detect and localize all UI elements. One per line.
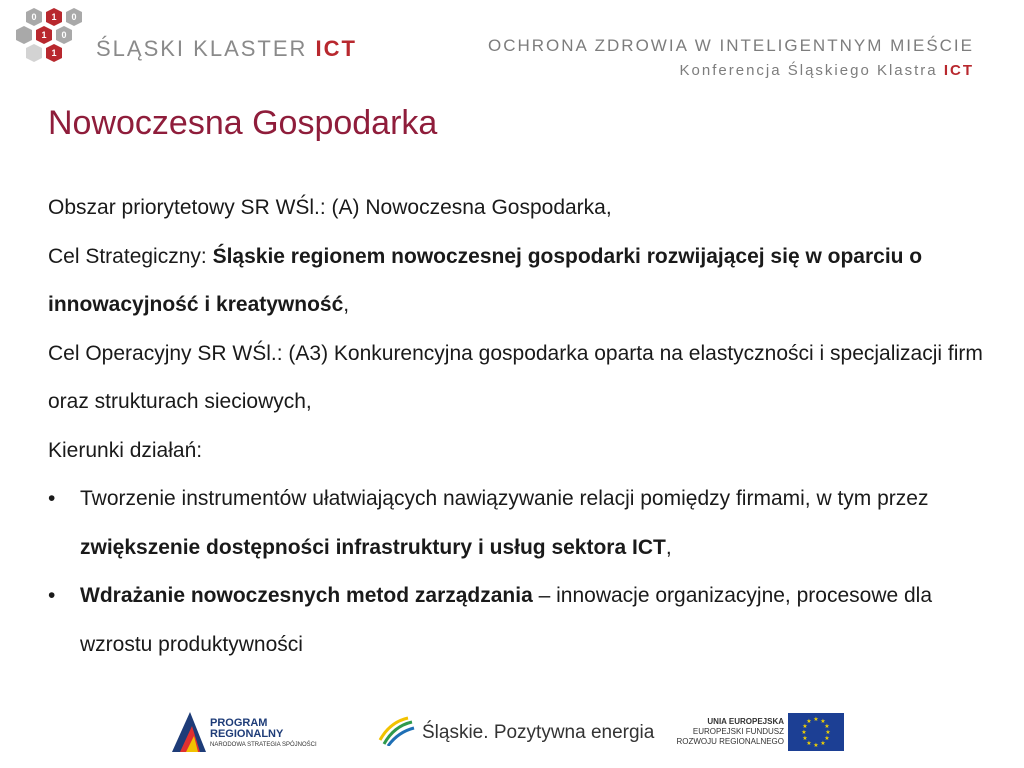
svg-text:★: ★ xyxy=(801,729,807,736)
eu-line2: EUROPEJSKI FUNDUSZ xyxy=(692,727,784,736)
conference-title: OCHRONA ZDROWIA W INTELIGENTNYM MIEŚCIE xyxy=(487,36,974,55)
strategic-goal-suffix: , xyxy=(343,293,350,316)
bullet-icon: • xyxy=(48,584,56,607)
bullet-1-suffix: , xyxy=(665,535,672,559)
svg-text:★: ★ xyxy=(802,735,808,742)
strategic-goal xyxy=(48,233,988,330)
svg-text:★: ★ xyxy=(802,723,808,730)
program-line1: PROGRAM xyxy=(210,717,268,729)
logo-hex-7 xyxy=(26,44,42,62)
logo-digit-2: 1 xyxy=(51,12,57,22)
bullet-2-bold: Wdrażanie nowoczesnych metod zarządzania xyxy=(80,584,533,607)
brand-prefix: ŚLĄSKI KLASTER xyxy=(96,36,308,61)
svg-text:★: ★ xyxy=(824,723,830,730)
program-line2: REGIONALNY xyxy=(210,728,284,740)
eu-line1: UNIA EUROPEJSKA xyxy=(707,717,784,726)
eu-flag-icon xyxy=(788,713,844,751)
program-sub: NARODOWA STRATEGIA SPÓJNOŚCI xyxy=(210,742,317,748)
conference-header xyxy=(488,36,974,79)
logo-digit-3: 0 xyxy=(71,12,77,22)
brand-name xyxy=(96,36,357,62)
brand-ict: ICT xyxy=(315,36,357,61)
conference-subtitle-ict: ICT xyxy=(943,62,974,79)
program-regionalny-text xyxy=(210,718,317,751)
slide-body xyxy=(48,184,988,669)
program-regionalny-logo xyxy=(172,712,206,752)
priority-area: Obszar priorytetowy SR WŚl.: (A) Nowoczesna Gospodarka, xyxy=(48,196,612,219)
svg-text:★: ★ xyxy=(813,742,819,749)
eu-line3: ROZWOJU REGIONALNEGO xyxy=(676,737,784,746)
svg-text:★: ★ xyxy=(820,740,826,747)
strategic-goal-label: Cel Strategiczny: xyxy=(48,244,213,268)
logo-digit-5: 0 xyxy=(61,30,67,40)
cluster-logo xyxy=(12,8,102,90)
svg-text:★: ★ xyxy=(813,716,819,723)
bullet-2-text: – innowacje organizacyjne, procesowe dla wzrostu produktywności xyxy=(80,584,933,656)
conference-subtitle xyxy=(488,62,974,79)
bullet-1-bold: zwiększenie dostępności infrastruktury i usług sektora ICT xyxy=(80,535,666,559)
logo-digit-4: 1 xyxy=(41,30,47,40)
eu-fund-text xyxy=(676,717,784,747)
slide-title: Nowoczesna Gospodarka xyxy=(48,104,438,142)
svg-text:★: ★ xyxy=(824,735,830,742)
slaskie-name: Śląskie. xyxy=(422,722,489,743)
logo-digit-1: 0 xyxy=(31,12,37,22)
conference-subtitle-prefix: Konferencja Śląskiego Klastra xyxy=(679,62,938,79)
svg-text:★: ★ xyxy=(806,740,812,747)
bullet-1-text: Tworzenie instrumentów ułatwiających nawiązywanie relacji pomiędzy firmami, w tym przez xyxy=(80,487,929,510)
slaskie-logo-text xyxy=(422,722,654,744)
logo-hex-4 xyxy=(16,26,32,44)
list-item xyxy=(48,475,988,572)
slaskie-logo-icon xyxy=(378,716,416,746)
svg-text:★: ★ xyxy=(806,718,812,725)
svg-text:★: ★ xyxy=(820,718,826,725)
strategic-goal-text: Śląskie regionem nowoczesnej gospodarki rozwijającej się w oparciu o innowacyjność i kreatywność xyxy=(48,244,923,316)
logo-digit-6: 1 xyxy=(51,48,57,58)
operational-goal: Cel Operacyjny SR WŚl.: (A3) Konkurencyjna gospodarka oparta na elastyczności i specjalizacji firm oraz strukturach sieciowych, xyxy=(48,341,983,413)
list-item xyxy=(48,572,988,669)
svg-text:★: ★ xyxy=(825,729,831,736)
directions-label: Kierunki działań: xyxy=(48,438,203,462)
slaskie-tagline: Pozytywna energia xyxy=(493,722,655,743)
bullet-icon: • xyxy=(48,487,56,510)
